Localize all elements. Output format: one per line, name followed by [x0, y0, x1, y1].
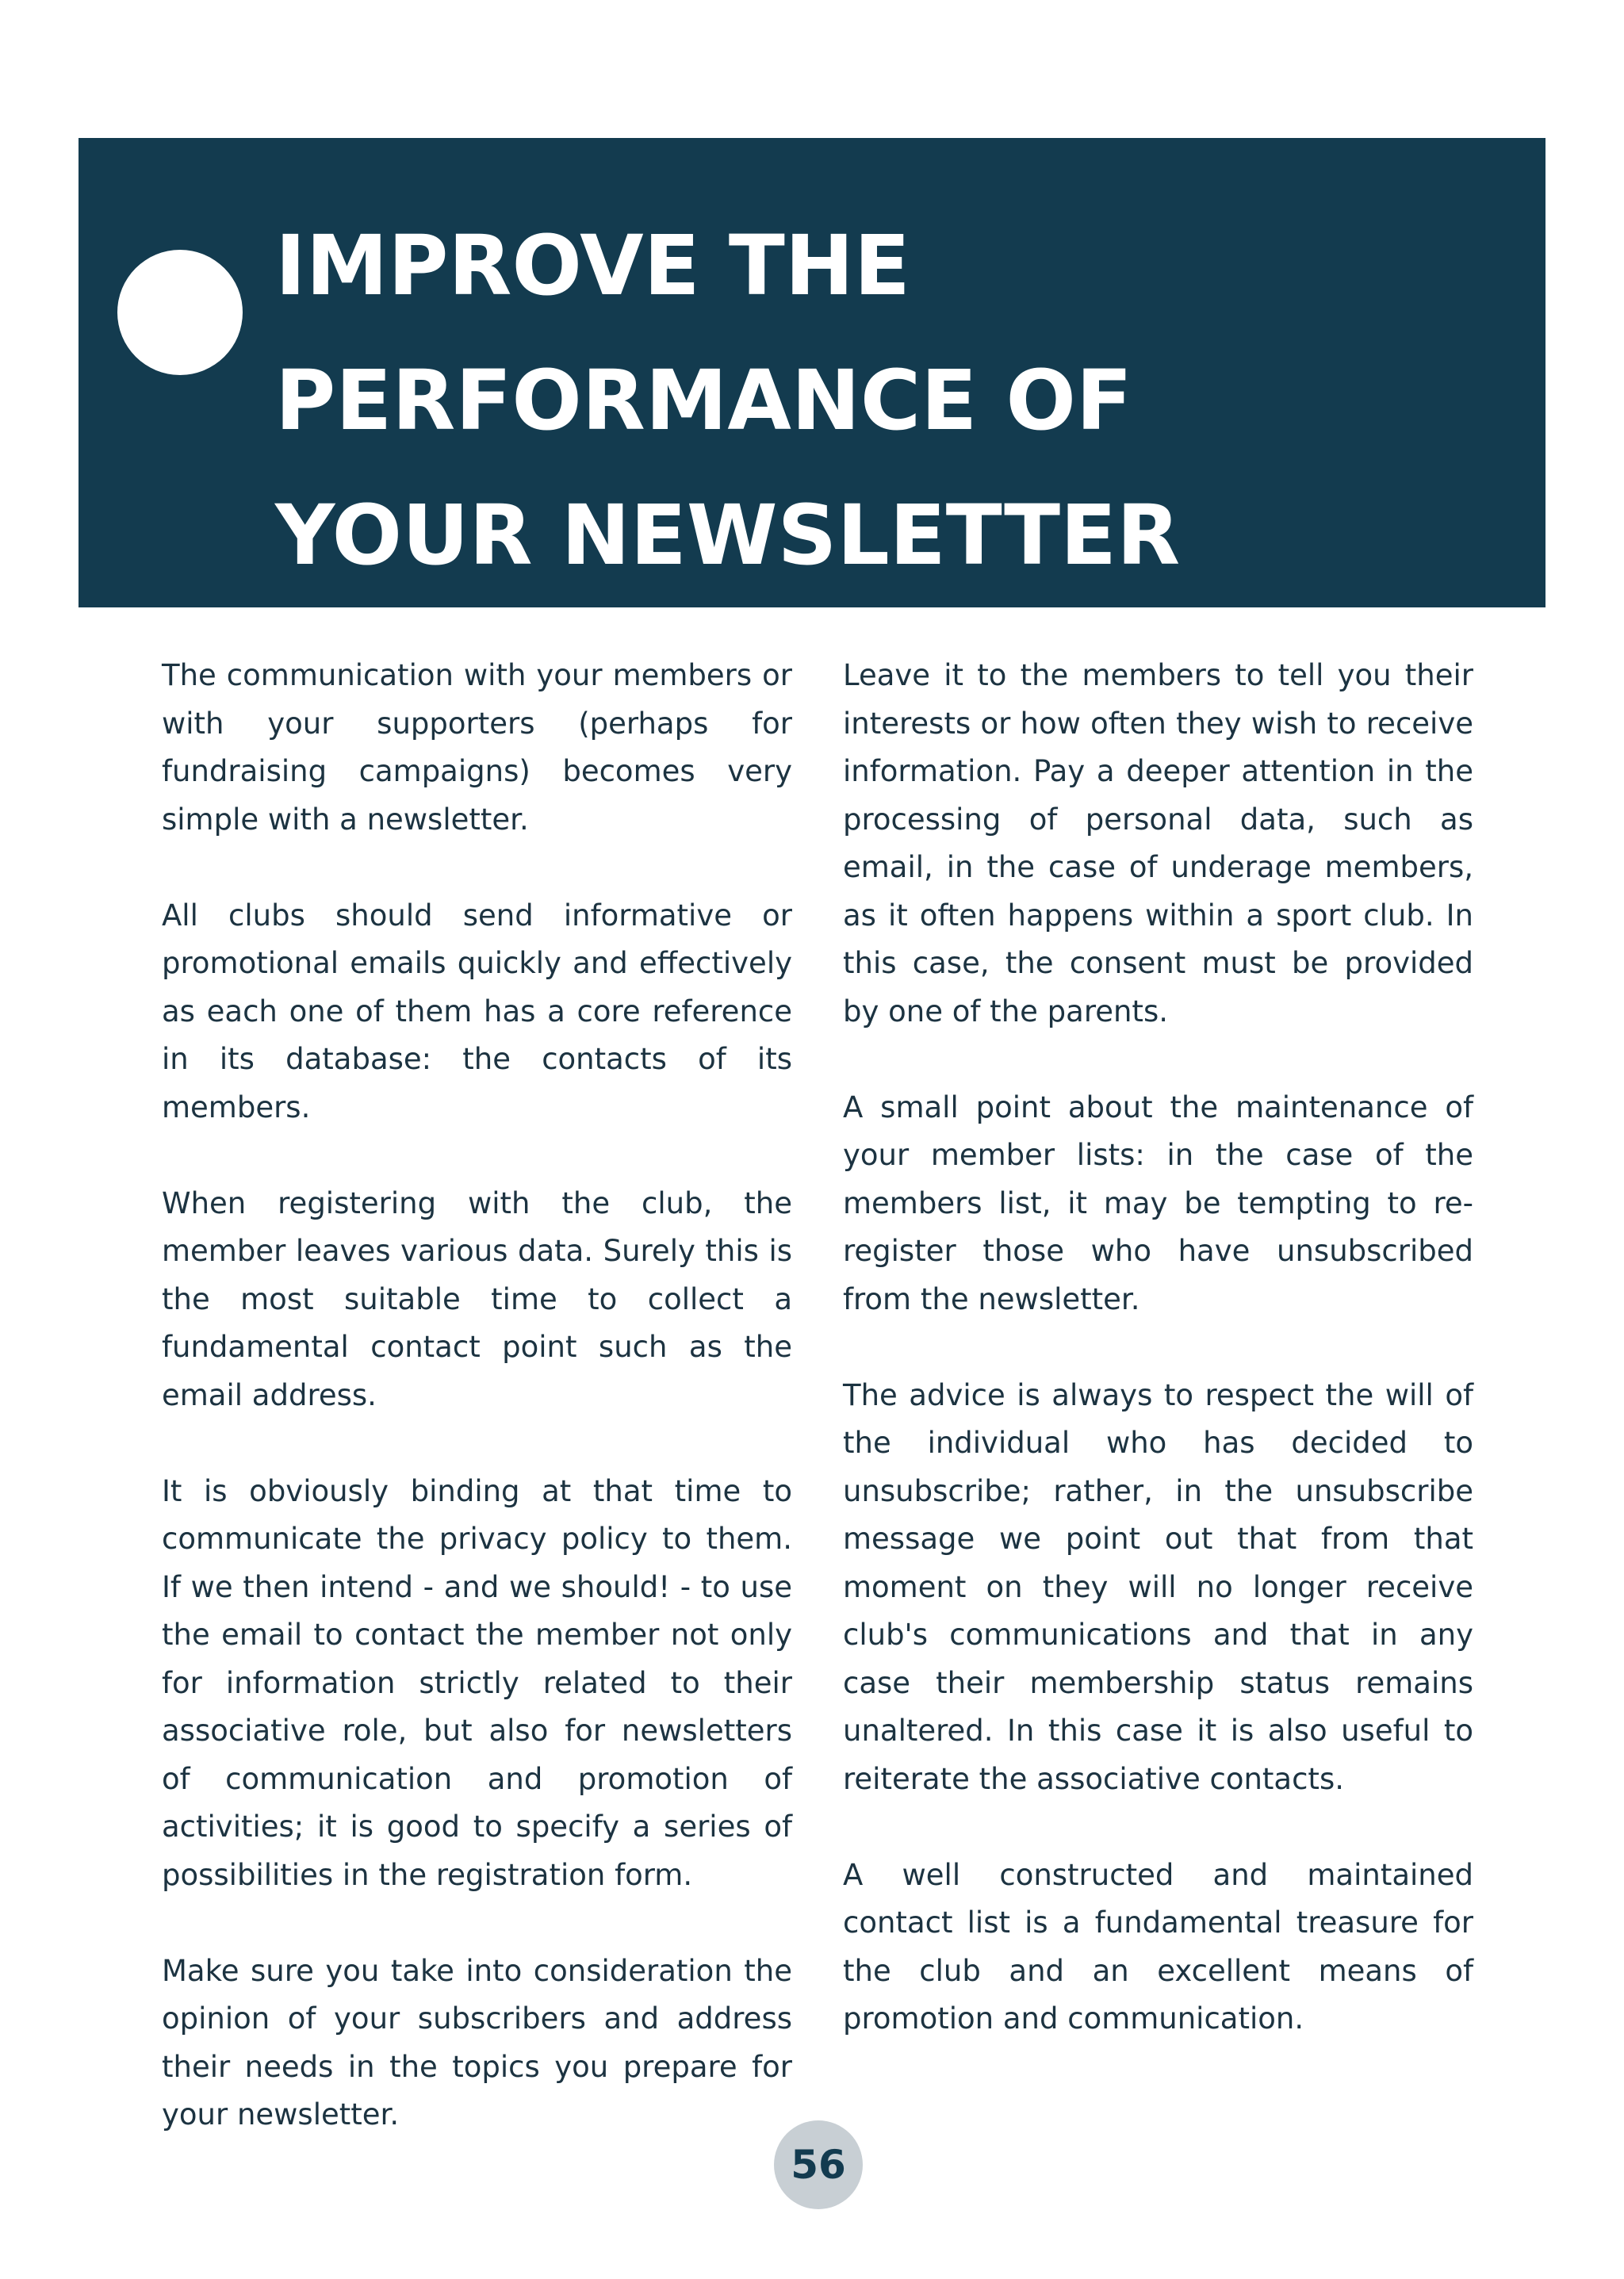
paragraph: A small point about the maintenance of your member lists: in the case of the members list, it may be tempting to re-register those who have unsubscribed from the newsletter. — [843, 1090, 1473, 1316]
left-column — [162, 652, 792, 2139]
paragraph: It is obviously binding at that time to communicate the privacy policy to them. If we then intend - and we should! - to use the email to contact the member not only for information strictly related to their associative role, but also for newsletters of communication and promotion of activities; it is good to specify a series of possibilities in the registration form. — [162, 1473, 792, 1892]
paragraph: Leave it to the members to tell you their interests or how often they wish to receive information. Pay a deeper attention in the processing of personal data, such as email, in the case of underage members, as it often happens within a sport club. In this case, the consent must be provided by one of the parents. — [843, 658, 1473, 1028]
paragraph: The advice is always to respect the will of the individual who has decided to unsubscribe; rather, in the unsubscribe message we point out that from that moment on they will no longer receive club's communications and that in any case their membership status remains unaltered. In this case it is also useful to reiterate the associative contacts. — [843, 1377, 1473, 1796]
title-line-2: PERFORMANCE OF — [275, 352, 1132, 449]
page-number-badge — [774, 2120, 863, 2209]
paragraph: The communication with your members or with your supporters (perhaps for fundraising campaigns) becomes very simple with a newsletter. — [162, 658, 792, 837]
page-number: 56 — [791, 2142, 846, 2188]
circle-decoration — [117, 250, 243, 375]
title-line-3: YOUR NEWSLETTER — [275, 487, 1181, 584]
paragraph: All clubs should send informative or promotional emails quickly and effectively as each one of them has a core reference in its database: the contacts of its members. — [162, 898, 792, 1124]
right-column — [843, 652, 1473, 2043]
page-title — [275, 198, 1180, 603]
paragraph: Make sure you take into consideration the opinion of your subscribers and address their needs in the topics you prepare for your newsletter. — [162, 1953, 792, 2132]
paragraph: When registering with the club, the member leaves various data. Surely this is the most suitable time to collect a fundamental contact point such as the email address. — [162, 1185, 792, 1412]
paragraph: A well constructed and maintained contact list is a fundamental treasure for the club and an excellent means of promotion and communication. — [843, 1857, 1473, 2036]
title-line-1: IMPROVE THE — [275, 217, 910, 314]
